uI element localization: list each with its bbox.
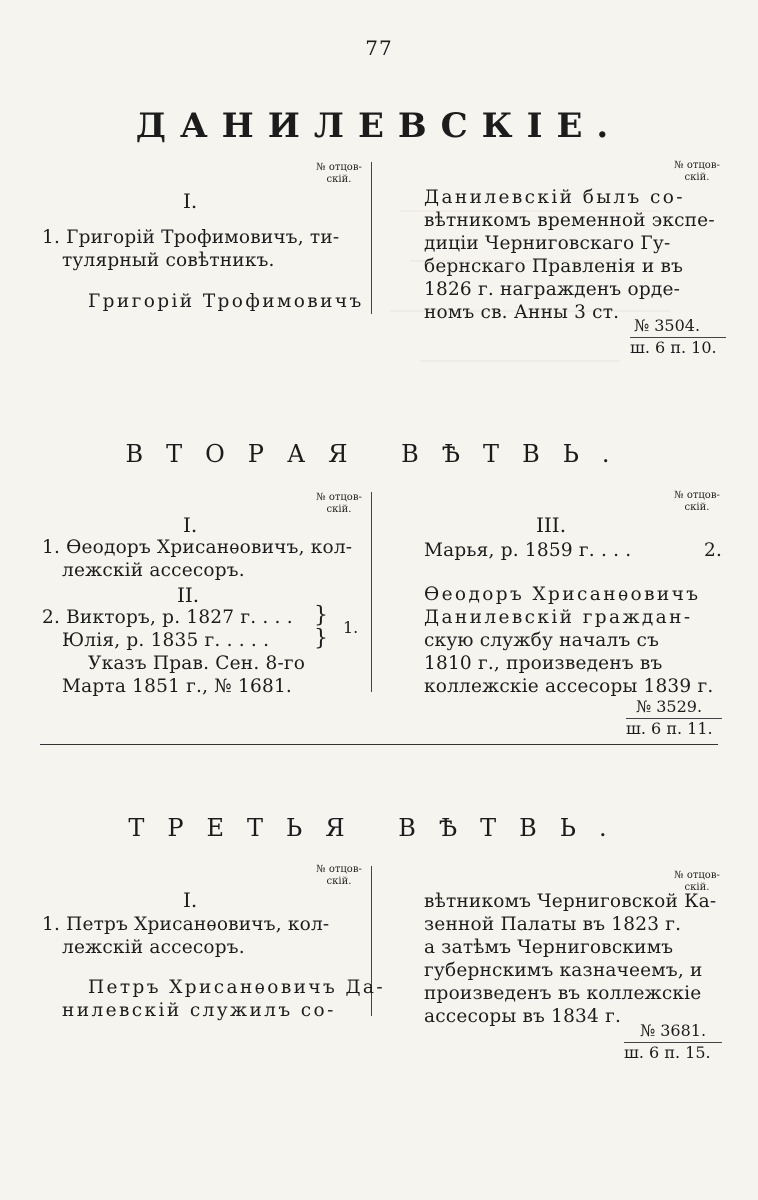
generation-numeral: I.	[183, 189, 198, 213]
father-number: 1.	[343, 618, 359, 637]
father-number: 2.	[704, 540, 723, 561]
bio-text: ассесоры въ 1834 г.	[424, 1006, 622, 1027]
archive-number: № 3681.	[640, 1021, 707, 1040]
entry-text: 1. Ѳеодоръ Хрисанѳовичъ, кол-	[42, 537, 353, 558]
bio-text: диціи Черниговскаго Гу-	[424, 233, 671, 254]
bio-text: Данилевскій былъ со-	[424, 187, 685, 208]
generation-numeral: III.	[536, 513, 567, 537]
brace-bracket: }	[314, 603, 328, 628]
archive-reference: ш. 6 п. 11.	[626, 719, 713, 738]
branch-heading: ТРЕТЬЯ ВѢТВЬ.	[128, 814, 630, 842]
bio-text: а затѣмъ Черниговскимъ	[424, 937, 674, 958]
column-label-father-right: № отцов- скій.	[674, 160, 720, 183]
column-separator	[371, 162, 372, 314]
entry-text: 1. Петръ Хрисанѳовичъ, кол-	[42, 914, 330, 935]
bio-text: 1826 г. награжденъ орде-	[424, 279, 681, 300]
archive-reference: ш. 6 п. 10.	[630, 338, 717, 357]
entry-text: 2. Викторъ, р. 1827 г. . . .	[42, 607, 293, 628]
brace-bracket: }	[314, 626, 328, 651]
bio-text: зенной Палаты въ 1823 г.	[424, 914, 682, 935]
branch-heading: ВТОРАЯ ВѢТВЬ.	[125, 440, 633, 468]
column-label-father-right: № отцов- скій.	[674, 490, 720, 513]
generation-numeral: I.	[183, 888, 198, 912]
page-number: 77	[365, 36, 393, 60]
family-title: ДАНИЛЕВСКІЕ.	[135, 106, 623, 146]
entry-text: 1. Григорій Трофимовичъ, ти-	[42, 227, 340, 248]
entry-text: лежскій ассесоръ.	[62, 937, 245, 958]
bio-text: бернскаго Правленія и въ	[424, 256, 684, 277]
generation-numeral: II.	[177, 583, 200, 607]
archive-number: № 3529.	[636, 697, 703, 716]
archive-number: № 3504.	[634, 316, 701, 335]
column-separator	[371, 492, 372, 692]
section-divider	[40, 744, 718, 745]
generation-numeral: I.	[183, 513, 198, 537]
bio-text: 1810 г., произведенъ въ	[424, 653, 663, 674]
bio-text: Петръ Хрисанѳовичъ Да-	[88, 977, 385, 998]
bio-text: номъ св. Анны 3 ст.	[424, 302, 620, 323]
column-label-father-left: № отцов- скій.	[316, 864, 362, 887]
entry-text: лежскій ассесоръ.	[62, 560, 245, 581]
bio-text: нилевскій служилъ со-	[62, 1000, 336, 1021]
bio-text: вѣтникомъ временной экспе-	[424, 210, 715, 231]
entry-text: Юлія, р. 1835 г. . . . .	[62, 630, 270, 651]
bio-text: губернскимъ казначеемъ, и	[424, 960, 703, 981]
entry-text: тулярный совѣтникъ.	[62, 250, 275, 271]
bio-text: скую службу началъ съ	[424, 630, 660, 651]
column-label-father-left: № отцов- скій.	[316, 492, 362, 515]
bio-text: коллежскіе ассесоры 1839 г.	[424, 676, 714, 697]
column-label-father-left: № отцов- скій.	[316, 162, 362, 185]
bio-text: вѣтникомъ Черниговской Ка-	[424, 891, 717, 912]
bio-text: Ѳеодоръ Хрисанѳовичъ	[424, 584, 701, 605]
entry-text: Марья, р. 1859 г. . . .	[424, 540, 632, 561]
person-name: Григорій Трофимовичъ	[88, 291, 364, 312]
column-label-father-right: № отцов- скій.	[674, 870, 720, 893]
decree-text: Марта 1851 г., № 1681.	[62, 676, 293, 697]
archive-reference: ш. 6 п. 15.	[624, 1043, 711, 1062]
bio-text: Данилевскій граждан-	[424, 607, 693, 628]
bio-text: произведенъ въ коллежскіе	[424, 983, 702, 1004]
decree-text: Указъ Прав. Сен. 8-го	[88, 653, 306, 674]
